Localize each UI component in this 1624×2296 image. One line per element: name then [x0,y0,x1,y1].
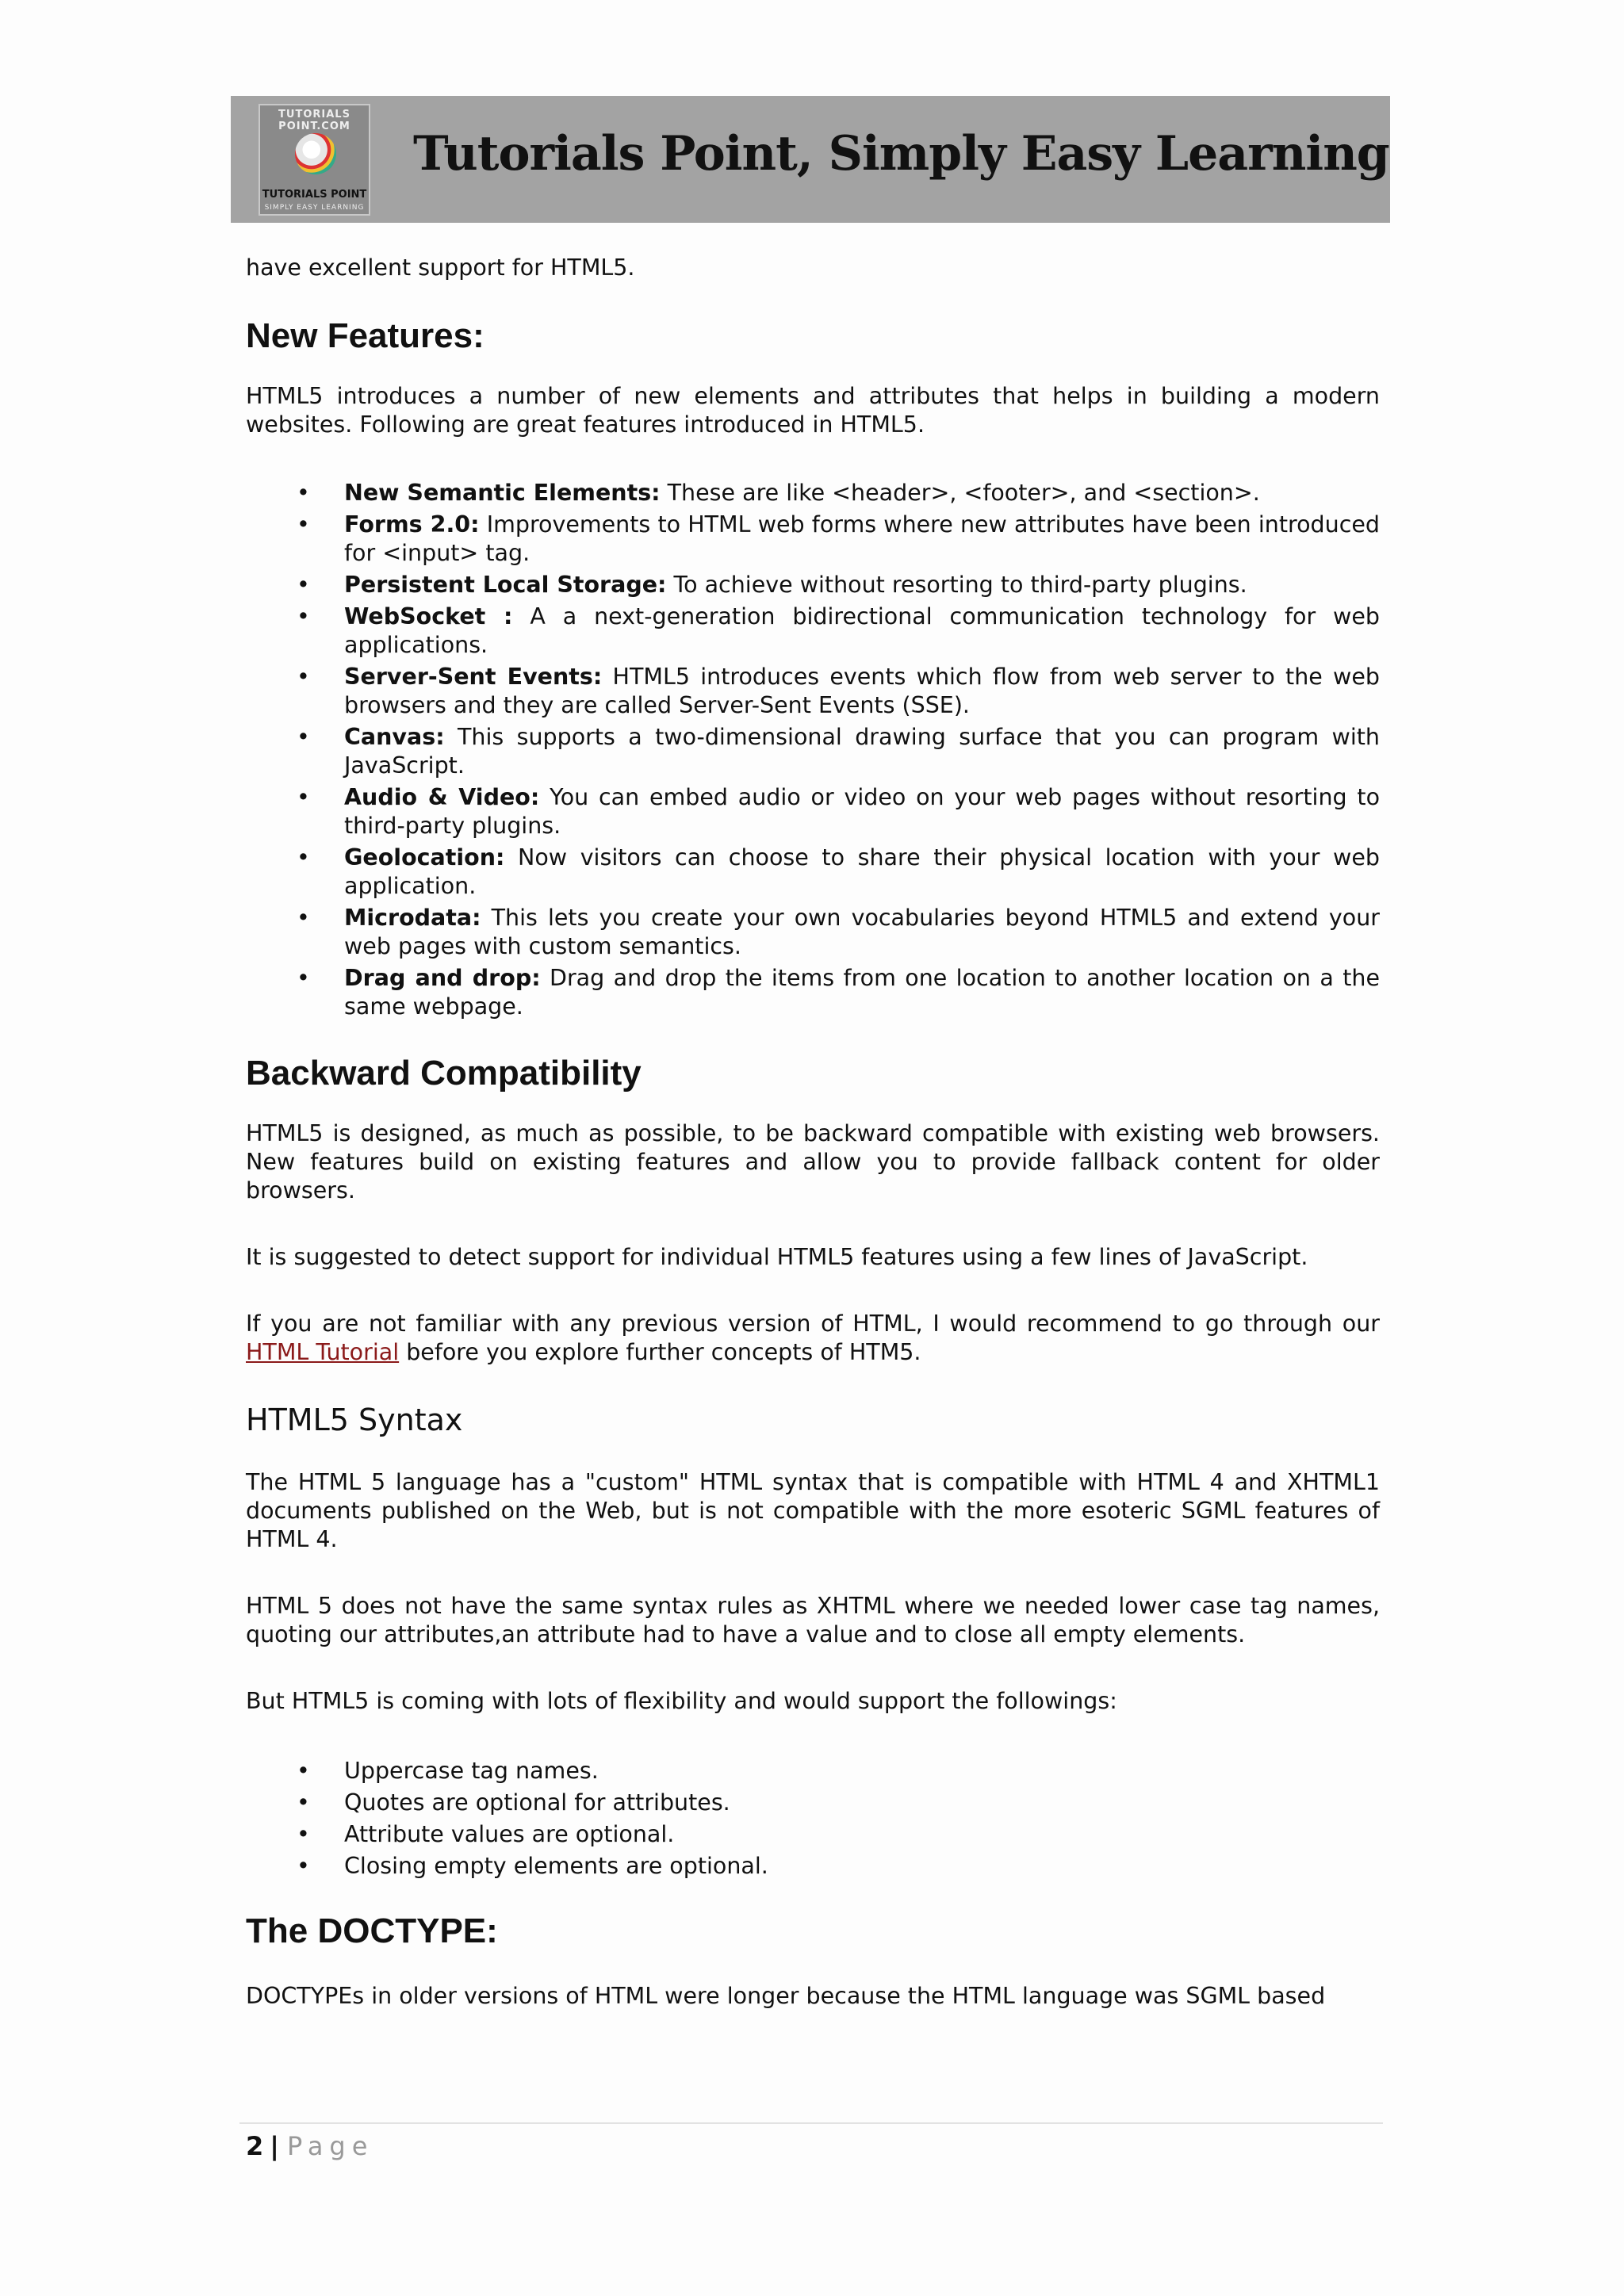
bullet-icon: • [297,480,310,506]
feature-item [246,844,1380,901]
bullet-icon: • [297,603,310,629]
feature-term: Geolocation: [344,844,505,871]
backward-p2: It is suggested to detect support for individual HTML5 features using a few lines of JavaScript. [246,1244,1308,1270]
syntax-item [246,1852,1380,1881]
bullet-icon: • [297,664,310,690]
syntax-p2: HTML 5 does not have the same syntax rules as XHTML where we needed lower case tag names, quoting our attributes,an attribute had to have a value and to close all empty elements. [246,1593,1380,1647]
feature-item [246,964,1380,1021]
syntax-item-text: Closing empty elements are optional. [344,1853,768,1879]
tutorials-point-logo [259,104,370,216]
feature-text: This lets you create your own vocabularies beyond HTML5 and extend your web pages with custom semantics. [344,905,1380,959]
feature-item [246,479,1380,507]
logo-tagline: SIMPLY EASY LEARNING [264,204,365,212]
bullet-icon: • [297,1758,310,1784]
bullet-icon: • [297,1853,310,1879]
footer-divider [239,2122,1383,2124]
feature-item [246,783,1380,840]
page-footer [246,2131,373,2161]
syntax-heading: HTML5 Syntax [246,1402,463,1437]
page-content [246,254,1380,2011]
feature-text: You can embed audio or video on your web pages without resorting to third-party plugins. [344,784,1381,839]
bullet-icon: • [297,965,310,991]
feature-term: Drag and drop: [344,965,541,991]
feature-text: Drag and drop the items from one location to another location on a the same webpage. [344,965,1380,1020]
footer-separator: | [270,2131,279,2161]
backward-p3-after: before you explore further concepts of HTM5. [399,1339,921,1365]
bullet-icon: • [297,1821,310,1847]
feature-item [246,571,1380,599]
bullet-icon: • [297,784,310,810]
new-features-intro: HTML5 introduces a number of new elements and attributes that helps in building a modern websites. Following are great features introduced in HTML5. [246,383,1380,438]
syntax-p3: But HTML5 is coming with lots of flexibility and would support the followings: [246,1688,1117,1714]
backward-p3-before: If you are not familiar with any previous version of HTML, I would recommend to go through our [246,1311,1380,1337]
backward-heading: Backward Compatibility [246,1054,642,1093]
backward-p1: HTML5 is designed, as much as possible, to be backward compatible with existing web browsers. New features build on existing features and allow you to provide fallback content for older browsers. [246,1120,1380,1203]
page-number: 2 [246,2131,264,2161]
feature-term: WebSocket : [344,603,513,629]
features-list [246,479,1380,1021]
doctype-heading: The DOCTYPE: [246,1911,498,1950]
intro-tail: have excellent support for HTML5. [246,254,635,281]
syntax-item [246,1789,1380,1817]
html-tutorial-link[interactable]: HTML Tutorial [246,1339,400,1365]
feature-text: Now visitors can choose to share their physical location with your web application. [344,844,1380,899]
feature-term: Audio & Video: [344,784,540,810]
feature-item [246,511,1380,568]
bullet-icon: • [297,905,310,931]
syntax-item [246,1820,1380,1849]
bullet-icon: • [297,1789,310,1816]
header-title: Tutorials Point, Simply Easy Learning [413,126,1389,182]
feature-item [246,663,1380,720]
new-features-heading: New Features: [246,316,485,355]
bullet-icon: • [297,844,310,871]
syntax-p1: The HTML 5 language has a "custom" HTML syntax that is compatible with HTML 4 and XHTML1 documents published on the Web, but is not compatible with the more esoteric SGML features of HTML 4. [246,1469,1380,1552]
syntax-item-text: Attribute values are optional. [344,1821,675,1847]
doctype-p1: DOCTYPEs in older versions of HTML were longer because the HTML language was SGML based [246,1983,1326,2009]
feature-text: To achieve without resorting to third-party plugins. [666,572,1247,598]
feature-term: Persistent Local Storage: [344,572,667,598]
feature-term: New Semantic Elements: [344,480,661,506]
logo-disc-icon [295,133,336,174]
bullet-icon: • [297,572,310,598]
feature-text: These are like <header>, <footer>, and <section>. [660,480,1260,506]
syntax-item-text: Uppercase tag names. [344,1758,599,1784]
logo-ring-text: TUTORIALS POINT.COM [278,109,350,132]
feature-item [246,603,1380,660]
bullet-icon: • [297,511,310,538]
feature-item [246,723,1380,780]
feature-text: Improvements to HTML web forms where new attributes have been introduced for <input> tag. [344,511,1380,566]
feature-term: Server-Sent Events: [344,664,603,690]
feature-text: A a next-generation bidirectional communication technology for web applications. [344,603,1380,658]
syntax-item-text: Quotes are optional for attributes. [344,1789,730,1816]
feature-term: Forms 2.0: [344,511,480,538]
feature-text: HTML5 introduces events which flow from web server to the web browsers and they are called Server-Sent Events (SSE). [344,664,1380,718]
feature-text: This supports a two-dimensional drawing surface that you can program with JavaScript. [344,724,1380,779]
logo-brand: TUTORIALS POINT [262,189,367,201]
bullet-icon: • [297,724,310,750]
syntax-list [246,1757,1380,1881]
backward-p3 [246,1310,1380,1367]
feature-item [246,904,1380,961]
feature-term: Microdata: [344,905,481,931]
feature-term: Canvas: [344,724,445,750]
page-label: Page [286,2131,374,2161]
syntax-item [246,1757,1380,1785]
page-header [231,96,1390,223]
